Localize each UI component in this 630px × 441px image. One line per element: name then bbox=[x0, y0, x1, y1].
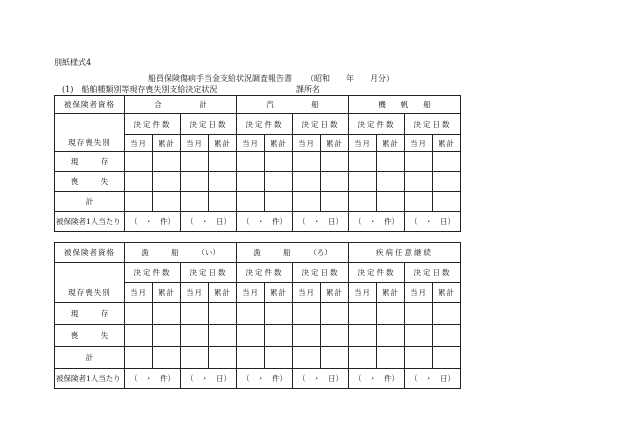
status-table-2 bbox=[54, 242, 461, 389]
per-person-count: （ ・ 件） bbox=[237, 212, 293, 232]
data-cell bbox=[265, 152, 293, 172]
count-header: 決定件数 bbox=[349, 263, 405, 283]
per-person-days: （ ・ 日） bbox=[405, 369, 461, 389]
data-cell bbox=[405, 347, 433, 369]
month-header: 当月 bbox=[405, 283, 433, 303]
data-cell bbox=[265, 303, 293, 325]
report-title: 船員保険傷病手当金支給状況調査報告書 bbox=[148, 74, 292, 83]
measure-header-row bbox=[55, 263, 461, 283]
per-person-label: 被保険者1人当たり bbox=[55, 212, 125, 232]
data-cell bbox=[405, 325, 433, 347]
cumulative-header: 累計 bbox=[209, 135, 237, 152]
month-header: 当月 bbox=[405, 135, 433, 152]
data-cell bbox=[377, 152, 405, 172]
per-person-days: （ ・ 日） bbox=[293, 212, 349, 232]
per-person-days: （ ・ 日） bbox=[405, 212, 461, 232]
status-table-1 bbox=[54, 95, 461, 232]
cumulative-header: 累計 bbox=[433, 283, 461, 303]
data-cell bbox=[405, 303, 433, 325]
per-person-days: （ ・ 日） bbox=[181, 212, 237, 232]
days-header: 決定日数 bbox=[405, 114, 461, 135]
per-person-count: （ ・ 件） bbox=[237, 369, 293, 389]
group-header: 漁 船 （ろ） bbox=[237, 243, 349, 263]
data-cell bbox=[181, 172, 209, 192]
data-cell bbox=[209, 152, 237, 172]
data-cell bbox=[321, 152, 349, 172]
days-header: 決定日数 bbox=[405, 263, 461, 283]
data-cell bbox=[293, 347, 321, 369]
data-cell bbox=[209, 347, 237, 369]
days-header: 決定日数 bbox=[181, 263, 237, 283]
count-header: 決定件数 bbox=[237, 114, 293, 135]
lost-label: 喪 失 bbox=[55, 325, 125, 347]
group-header: 合 計 bbox=[125, 96, 237, 114]
data-cell bbox=[293, 172, 321, 192]
month-header: 当月 bbox=[181, 283, 209, 303]
data-cell bbox=[433, 347, 461, 369]
data-cell bbox=[153, 192, 181, 212]
days-header: 決定日数 bbox=[293, 263, 349, 283]
data-cell bbox=[237, 172, 265, 192]
data-cell bbox=[433, 172, 461, 192]
data-cell bbox=[293, 303, 321, 325]
data-cell bbox=[405, 152, 433, 172]
per-person-days: （ ・ 日） bbox=[181, 369, 237, 389]
data-cell bbox=[181, 325, 209, 347]
data-cell bbox=[321, 347, 349, 369]
current-label: 現 存 bbox=[55, 303, 125, 325]
count-header: 決定件数 bbox=[237, 263, 293, 283]
month-header: 当月 bbox=[349, 135, 377, 152]
data-cell bbox=[377, 172, 405, 192]
month-header: 当月 bbox=[181, 135, 209, 152]
data-cell bbox=[209, 172, 237, 192]
lost-row bbox=[55, 325, 461, 347]
cumulative-header: 累計 bbox=[377, 283, 405, 303]
total-label: 計 bbox=[55, 192, 125, 212]
data-cell bbox=[433, 192, 461, 212]
per-person-row bbox=[55, 212, 461, 232]
month-header: 当月 bbox=[293, 135, 321, 152]
month-header: 当月 bbox=[349, 283, 377, 303]
data-cell bbox=[125, 303, 153, 325]
per-person-row bbox=[55, 369, 461, 389]
data-cell bbox=[209, 325, 237, 347]
data-cell bbox=[153, 303, 181, 325]
data-cell bbox=[377, 325, 405, 347]
data-cell bbox=[181, 303, 209, 325]
data-cell bbox=[237, 192, 265, 212]
data-cell bbox=[321, 303, 349, 325]
group-header-row bbox=[55, 96, 461, 114]
data-cell bbox=[181, 192, 209, 212]
per-person-days: （ ・ 日） bbox=[293, 369, 349, 389]
month-header: 当月 bbox=[237, 135, 265, 152]
total-label: 計 bbox=[55, 347, 125, 369]
count-header: 決定件数 bbox=[349, 114, 405, 135]
data-cell bbox=[153, 325, 181, 347]
data-cell bbox=[321, 325, 349, 347]
cumulative-header: 累計 bbox=[321, 283, 349, 303]
month-header: 当月 bbox=[293, 283, 321, 303]
data-cell bbox=[265, 172, 293, 192]
data-cell bbox=[405, 192, 433, 212]
group-header-row bbox=[55, 243, 461, 263]
data-cell bbox=[125, 152, 153, 172]
data-cell bbox=[349, 347, 377, 369]
data-cell bbox=[237, 347, 265, 369]
data-cell bbox=[265, 325, 293, 347]
total-row bbox=[55, 192, 461, 212]
cumulative-header: 累計 bbox=[209, 283, 237, 303]
data-cell bbox=[181, 347, 209, 369]
data-cell bbox=[293, 325, 321, 347]
per-person-count: （ ・ 件） bbox=[349, 369, 405, 389]
data-cell bbox=[349, 152, 377, 172]
data-cell bbox=[153, 347, 181, 369]
per-person-count: （ ・ 件） bbox=[125, 212, 181, 232]
period-header-row bbox=[55, 283, 461, 303]
count-header: 決定件数 bbox=[125, 263, 181, 283]
data-cell bbox=[349, 192, 377, 212]
month-header: 当月 bbox=[125, 283, 153, 303]
data-cell bbox=[405, 172, 433, 192]
data-cell bbox=[433, 152, 461, 172]
form-id: 別紙様式4 bbox=[54, 58, 92, 67]
data-cell bbox=[153, 172, 181, 192]
cumulative-header: 累計 bbox=[377, 135, 405, 152]
cumulative-header: 累計 bbox=[153, 283, 181, 303]
data-cell bbox=[125, 325, 153, 347]
data-cell bbox=[293, 192, 321, 212]
month-header: 当月 bbox=[237, 283, 265, 303]
current-row bbox=[55, 303, 461, 325]
group-header: 汽 船 bbox=[237, 96, 349, 114]
count-header: 決定件数 bbox=[125, 114, 181, 135]
data-cell bbox=[349, 325, 377, 347]
qualification-label: 被保険者資格 bbox=[55, 243, 125, 263]
report-era: （昭和 年 月分） bbox=[306, 74, 394, 83]
data-cell bbox=[209, 303, 237, 325]
per-person-label: 被保険者1人当たり bbox=[55, 369, 125, 389]
total-row bbox=[55, 347, 461, 369]
group-header: 漁 船 （い） bbox=[125, 243, 237, 263]
data-cell bbox=[125, 192, 153, 212]
days-header: 決定日数 bbox=[181, 114, 237, 135]
data-cell bbox=[377, 303, 405, 325]
status-label: 現存喪失別 bbox=[55, 283, 125, 303]
current-label: 現 存 bbox=[55, 152, 125, 172]
office-label: 課所名 bbox=[296, 85, 320, 94]
measure-header-row bbox=[55, 114, 461, 135]
group-header: 機 帆 船 bbox=[349, 96, 461, 114]
data-cell bbox=[433, 303, 461, 325]
data-cell bbox=[265, 192, 293, 212]
per-person-count: （ ・ 件） bbox=[125, 369, 181, 389]
data-cell bbox=[125, 172, 153, 192]
data-cell bbox=[125, 347, 153, 369]
data-cell bbox=[265, 347, 293, 369]
lost-row bbox=[55, 172, 461, 192]
cumulative-header: 累計 bbox=[265, 283, 293, 303]
data-cell bbox=[349, 303, 377, 325]
cumulative-header: 累計 bbox=[153, 135, 181, 152]
section-heading: (1) 船舶種類別等現存喪失別支給決定状況 bbox=[62, 85, 218, 94]
data-cell bbox=[237, 152, 265, 172]
per-person-count: （ ・ 件） bbox=[349, 212, 405, 232]
blank-cell bbox=[55, 263, 125, 283]
group-header: 疾病任意継続 bbox=[349, 243, 461, 263]
data-cell bbox=[153, 152, 181, 172]
data-cell bbox=[237, 325, 265, 347]
days-header: 決定日数 bbox=[293, 114, 349, 135]
cumulative-header: 累計 bbox=[321, 135, 349, 152]
data-cell bbox=[181, 152, 209, 172]
status-label: 現存喪失別 bbox=[55, 135, 125, 152]
lost-label: 喪 失 bbox=[55, 172, 125, 192]
data-cell bbox=[321, 172, 349, 192]
data-cell bbox=[237, 303, 265, 325]
month-header: 当月 bbox=[125, 135, 153, 152]
data-cell bbox=[349, 172, 377, 192]
blank-cell bbox=[55, 114, 125, 135]
period-header-row bbox=[55, 135, 461, 152]
data-cell bbox=[377, 192, 405, 212]
current-row bbox=[55, 152, 461, 172]
qualification-label: 被保険者資格 bbox=[55, 96, 125, 114]
data-cell bbox=[321, 192, 349, 212]
data-cell bbox=[209, 192, 237, 212]
cumulative-header: 累計 bbox=[265, 135, 293, 152]
data-cell bbox=[377, 347, 405, 369]
data-cell bbox=[293, 152, 321, 172]
data-cell bbox=[433, 325, 461, 347]
cumulative-header: 累計 bbox=[433, 135, 461, 152]
